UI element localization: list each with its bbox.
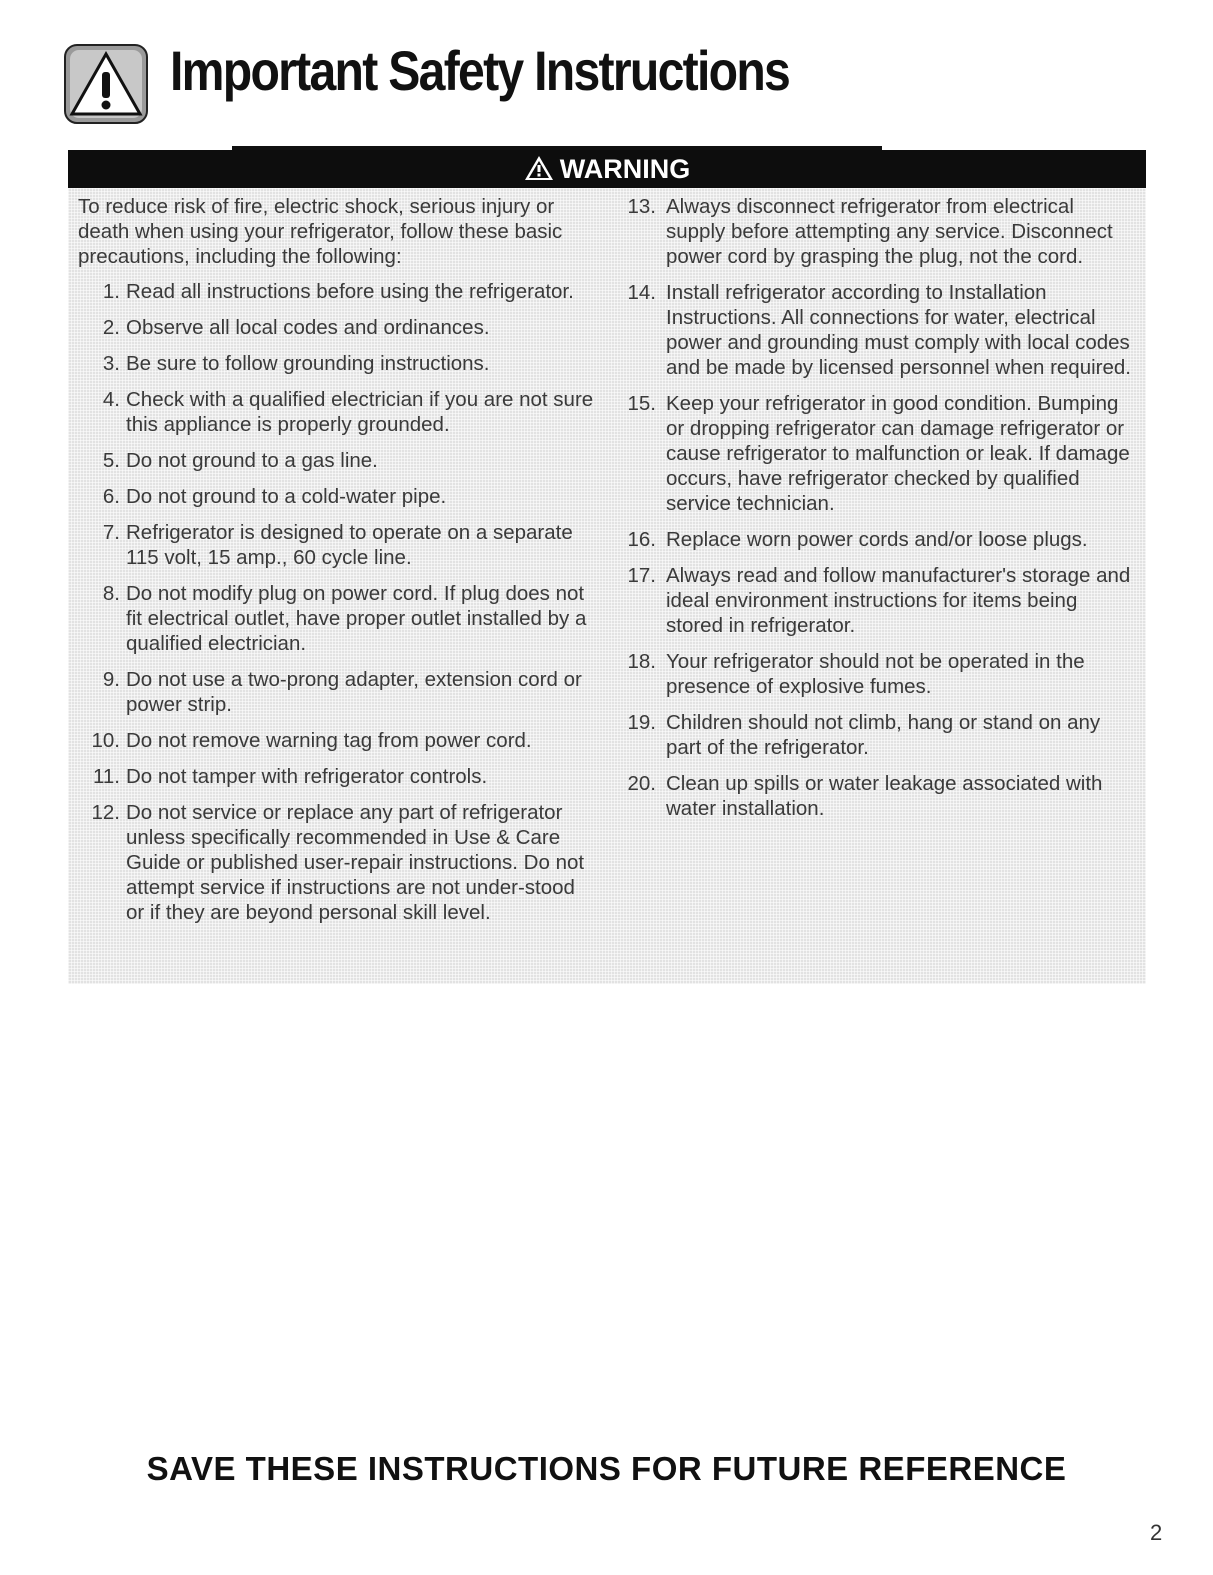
item-number: 16. (627, 528, 656, 551)
item-text: Be sure to follow grounding instructions. (126, 352, 490, 375)
warning-triangle-icon (64, 44, 148, 124)
item-number: 15. (627, 392, 656, 415)
item-number: 9. (102, 668, 120, 691)
item-text: Install refrigerator according to Installation Instructions. All connections for water, electrical power and grounding must comply with local codes and be made by licensed personnel when required. (666, 281, 1131, 379)
item-text: Do not tamper with refrigerator controls. (126, 765, 488, 788)
item-text: Do not remove warning tag from power cord. (126, 729, 532, 752)
list-item (88, 279, 598, 304)
list-item (626, 527, 1136, 552)
item-text: Always read and follow manufacturer's storage and ideal environment instructions for items being stored in refrigerator. (666, 564, 1131, 637)
item-text: Do not ground to a cold-water pipe. (126, 485, 447, 508)
item-number: 11. (93, 765, 120, 788)
item-text: Replace worn power cords and/or loose plugs. (666, 528, 1088, 551)
save-instructions-notice: SAVE THESE INSTRUCTIONS FOR FUTURE REFERENCE (146, 1450, 1067, 1487)
item-number: 17. (627, 564, 656, 587)
list-item (626, 563, 1136, 638)
item-text: Do not ground to a gas line. (126, 449, 378, 472)
warning-triangle-icon (524, 155, 554, 181)
list-item (88, 581, 598, 656)
list-item (88, 800, 598, 925)
page-title: Important Safety Instructions (170, 39, 790, 102)
item-number: 2. (102, 316, 120, 339)
list-item (626, 280, 1136, 380)
warning-right-column (626, 194, 1136, 832)
list-item (88, 520, 598, 570)
list-item (88, 387, 598, 437)
list-item (88, 448, 598, 473)
item-text: Refrigerator is designed to operate on a separate 115 volt, 15 amp., 60 cycle line. (126, 521, 573, 569)
item-number: 20. (627, 772, 656, 795)
item-number: 5. (102, 449, 120, 472)
page-header (64, 36, 824, 126)
item-text: Keep your refrigerator in good condition. Bumping or dropping refrigerator can damage refrigerator or cause refrigerator to malfunction or leak. If damage occurs, have refrigerator checked by qualified service technician. (666, 392, 1130, 515)
warning-intro: To reduce risk of fire, electric shock, serious injury or death when using your refrigerator, follow these basic precautions, including the following: (78, 195, 563, 268)
list-item (88, 667, 598, 717)
item-text: Do not modify plug on power cord. If plug does not fit electrical outlet, have proper outlet installed by a qualified electrician. (126, 582, 587, 655)
item-text: Your refrigerator should not be operated in the presence of explosive fumes. (666, 650, 1085, 698)
list-item (88, 484, 598, 509)
page-number: 2 (1150, 1520, 1163, 1545)
precaution-list-left (78, 279, 598, 925)
list-item (88, 764, 598, 789)
item-number: 6. (102, 485, 120, 508)
item-number: 18. (627, 650, 656, 673)
item-text: Read all instructions before using the refrigerator. (126, 280, 574, 303)
item-number: 8. (102, 582, 120, 605)
item-number: 13. (627, 195, 656, 218)
item-text: Do not use a two-prong adapter, extension cord or power strip. (126, 668, 582, 716)
list-item (626, 649, 1136, 699)
warning-label: WARNING (559, 154, 691, 184)
warning-left-column (78, 194, 598, 936)
item-number: 14. (627, 281, 656, 304)
item-text: Clean up spills or water leakage associated with water installation. (666, 772, 1103, 820)
item-number: 12. (91, 801, 120, 824)
item-number: 10. (91, 729, 120, 752)
item-number: 7. (102, 521, 120, 544)
warning-panel (68, 150, 1146, 984)
warning-header-bar (68, 150, 1146, 188)
item-text: Always disconnect refrigerator from electrical supply before attempting any service. Disconnect power cord by grasping the plug, not the cord. (666, 195, 1113, 268)
item-number: 4. (102, 388, 120, 411)
item-text: Children should not climb, hang or stand on any part of the refrigerator. (666, 711, 1101, 759)
item-number: 1. (102, 280, 120, 303)
item-number: 3. (102, 352, 120, 375)
list-item (626, 771, 1136, 821)
list-item (88, 728, 598, 753)
list-item (626, 710, 1136, 760)
list-item (626, 194, 1136, 269)
precaution-list-right (626, 194, 1136, 821)
list-item (88, 315, 598, 340)
item-number: 19. (627, 711, 656, 734)
item-text: Do not service or replace any part of refrigerator unless specifically recommended in Use & Care Guide or published user-repair instructions. Do not attempt service if instructions are not under-stood or if they are beyond personal skill level. (126, 801, 585, 924)
list-item (88, 351, 598, 376)
item-text: Observe all local codes and ordinances. (126, 316, 490, 339)
item-text: Check with a qualified electrician if you are not sure this appliance is properly grounded. (126, 388, 594, 436)
list-item (626, 391, 1136, 516)
